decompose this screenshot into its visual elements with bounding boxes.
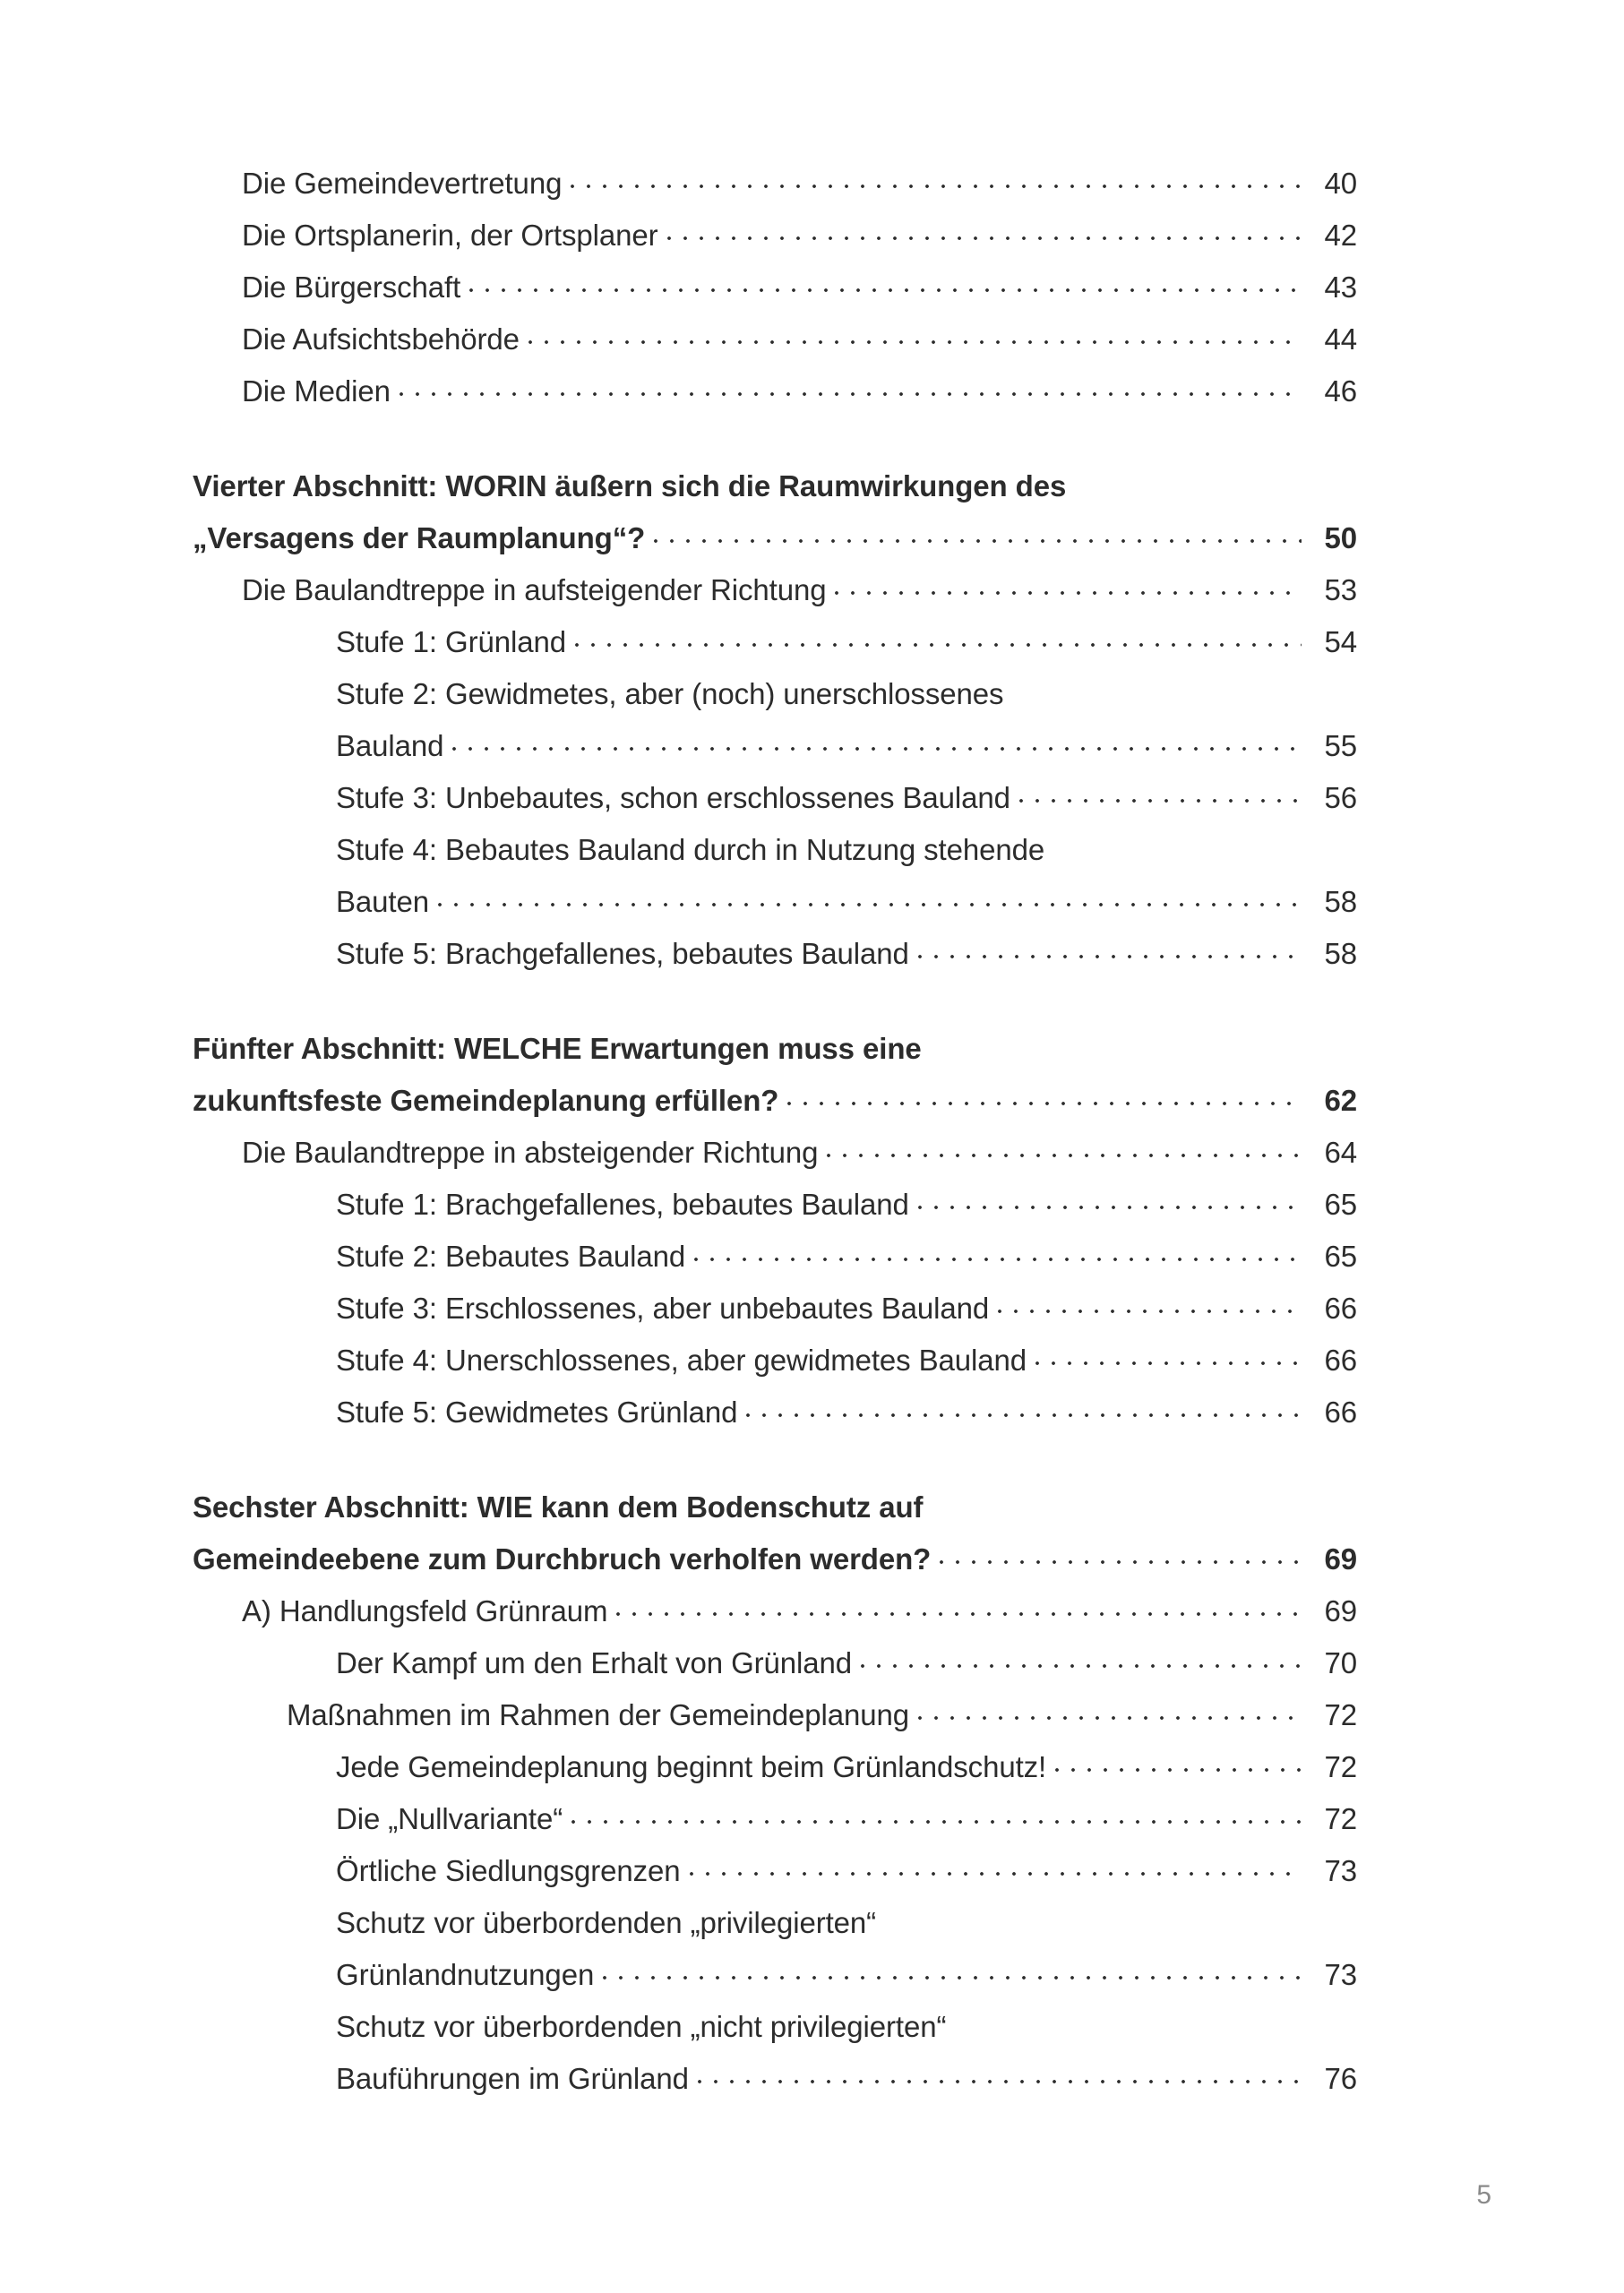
toc-entry-page-number: 42	[1324, 219, 1357, 252]
toc-entry-label: Stufe 2: Gewidmetes, aber (noch) unerschlossenes	[336, 677, 1004, 710]
toc-dot-leader	[438, 882, 1302, 912]
toc-entry-page-number: 76	[1324, 2062, 1357, 2095]
toc-entry[interactable]	[193, 1845, 1357, 1897]
toc-dot-leader	[1019, 778, 1302, 808]
toc-entry-label: Bauführungen im Grünland	[336, 2062, 689, 2095]
toc-entry[interactable]	[193, 1335, 1357, 1387]
toc-entry-label: Stufe 1: Brachgefallenes, bebautes Bauland	[336, 1188, 909, 1221]
toc-entry-label: Stufe 2: Bebautes Bauland	[336, 1240, 686, 1273]
toc-entry-label: Gemeindeebene zum Durchbruch verholfen werden?	[193, 1542, 932, 1576]
toc-dot-leader	[654, 519, 1302, 548]
toc-dot-leader	[575, 623, 1302, 652]
toc-entry-page-number: 72	[1324, 1698, 1357, 1731]
toc-entry-page-number: 56	[1324, 781, 1357, 814]
page-folio-number: 5	[1476, 2180, 1491, 2210]
toc-entry[interactable]	[193, 564, 1357, 616]
toc-entry[interactable]	[193, 1481, 1357, 1533]
toc-entry-label: Die Medien	[242, 374, 391, 408]
toc-entry-page-number: 54	[1324, 625, 1357, 658]
toc-entry-page-number: 62	[1324, 1084, 1357, 1117]
toc-entry-page-number: 73	[1324, 1854, 1357, 1887]
toc-entry-page-number: 69	[1324, 1594, 1357, 1627]
toc-entry[interactable]	[193, 1533, 1357, 1585]
toc-dot-leader	[400, 372, 1302, 401]
toc-entry-label: Die „Nullvariante“	[336, 1802, 563, 1835]
toc-entry-label: Stufe 3: Erschlossenes, aber unbebautes Bauland	[336, 1292, 990, 1325]
toc-entry[interactable]	[193, 158, 1357, 210]
toc-entry-page-number: 64	[1324, 1136, 1357, 1169]
toc-entry[interactable]	[193, 1897, 1357, 1949]
toc-dot-leader	[690, 1851, 1302, 1881]
toc-dot-leader	[746, 1393, 1302, 1422]
toc-dot-leader	[940, 1540, 1302, 1569]
toc-dot-leader	[528, 320, 1302, 349]
section-spacer	[193, 980, 1357, 1023]
toc-entry-label: Stufe 5: Gewidmetes Grünland	[336, 1396, 738, 1429]
toc-dot-leader	[787, 1081, 1302, 1111]
toc-entry-label: Maßnahmen im Rahmen der Gemeindeplanung	[287, 1698, 909, 1731]
toc-entry[interactable]	[193, 1793, 1357, 1845]
toc-entry[interactable]	[193, 1741, 1357, 1793]
toc-entry-page-number: 69	[1324, 1542, 1357, 1576]
toc-entry-label: Schutz vor überbordenden „nicht privilegierten“	[336, 2010, 947, 2043]
toc-entry-page-number: 66	[1324, 1344, 1357, 1377]
toc-dot-leader	[571, 1799, 1302, 1829]
toc-entry[interactable]	[193, 1689, 1357, 1741]
toc-entry[interactable]	[193, 210, 1357, 262]
toc-dot-leader	[918, 934, 1302, 964]
toc-entry-page-number: 44	[1324, 322, 1357, 356]
toc-entry[interactable]	[193, 313, 1357, 365]
toc-dot-leader	[931, 1029, 1302, 1059]
toc-entry-page-number: 66	[1324, 1292, 1357, 1325]
toc-entry[interactable]	[193, 1387, 1357, 1438]
toc-entry[interactable]	[193, 876, 1357, 928]
toc-entry-label: Stufe 4: Bebautes Bauland durch in Nutzung stehende	[336, 833, 1045, 866]
toc-entry[interactable]	[193, 1023, 1357, 1075]
toc-entry-label: Die Baulandtreppe in absteigender Richtung	[242, 1136, 819, 1169]
toc-dot-leader	[616, 1592, 1302, 1621]
toc-entry-label: Bauland	[336, 729, 444, 762]
toc-entry-page-number: 43	[1324, 271, 1357, 304]
toc-entry-label: Die Gemeindevertretung	[242, 167, 563, 200]
toc-entry[interactable]	[193, 1075, 1357, 1127]
toc-entry-label: zukunftsfeste Gemeindeplanung erfüllen?	[193, 1084, 779, 1117]
toc-dot-leader	[667, 216, 1302, 245]
toc-dot-leader	[955, 2007, 1302, 2037]
toc-entry[interactable]	[193, 720, 1357, 772]
toc-entry[interactable]	[193, 2001, 1357, 2053]
toc-entry-page-number: 46	[1324, 374, 1357, 408]
toc-entry[interactable]	[193, 1283, 1357, 1335]
toc-entry-label: Die Bürgerschaft	[242, 271, 461, 304]
toc-dot-leader	[1012, 674, 1302, 704]
toc-entry-page-number: 65	[1324, 1240, 1357, 1273]
toc-entry[interactable]	[193, 2053, 1357, 2105]
toc-entry-label: Die Baulandtreppe in aufsteigender Richtung	[242, 573, 827, 606]
toc-entry[interactable]	[193, 824, 1357, 876]
toc-dot-leader	[861, 1644, 1302, 1673]
toc-dot-leader	[1053, 830, 1302, 860]
toc-entry-label: Bauten	[336, 885, 429, 918]
toc-entry-label: Der Kampf um den Erhalt von Grünland	[336, 1646, 853, 1679]
section-spacer	[193, 1438, 1357, 1481]
toc-dot-leader	[698, 2059, 1302, 2089]
toc-dot-leader	[827, 1133, 1302, 1163]
toc-entry[interactable]	[193, 1637, 1357, 1689]
toc-entry[interactable]	[193, 1585, 1357, 1637]
toc-entry-label: Vierter Abschnitt: WORIN äußern sich die Raumwirkungen des	[193, 469, 1067, 502]
toc-entry-page-number: 66	[1324, 1396, 1357, 1429]
toc-dot-leader	[835, 571, 1302, 600]
toc-entry[interactable]	[193, 928, 1357, 980]
toc-entry-label: Grünlandnutzungen	[336, 1958, 595, 1991]
toc-dot-leader	[694, 1237, 1302, 1267]
toc-entry-label: Stufe 5: Brachgefallenes, bebautes Bauland	[336, 937, 909, 970]
toc-dot-leader	[1075, 467, 1302, 496]
toc-dot-leader	[469, 268, 1302, 297]
toc-entry[interactable]	[193, 616, 1357, 668]
toc-entry-label: Stufe 4: Unerschlossenes, aber gewidmetes Bauland	[336, 1344, 1027, 1377]
toc-entry-label: Örtliche Siedlungsgrenzen	[336, 1854, 681, 1887]
section-spacer	[193, 417, 1357, 460]
toc-entry-label: Die Aufsichtsbehörde	[242, 322, 520, 356]
toc-entry-label: Stufe 3: Unbebautes, schon erschlossenes Bauland	[336, 781, 1010, 814]
toc-entry-label: Schutz vor überbordenden „privilegierten“	[336, 1906, 877, 1939]
toc-entry-page-number: 70	[1324, 1646, 1357, 1679]
toc-entry[interactable]	[193, 668, 1357, 720]
toc-entry[interactable]	[193, 1949, 1357, 2001]
toc-entry-label: Fünfter Abschnitt: WELCHE Erwartungen muss eine	[193, 1032, 922, 1065]
toc-dot-leader	[885, 1903, 1302, 1933]
toc-dot-leader	[918, 1696, 1302, 1725]
table-of-contents	[193, 158, 1357, 2105]
toc-entry-page-number: 65	[1324, 1188, 1357, 1221]
toc-entry-page-number: 58	[1324, 937, 1357, 970]
toc-entry[interactable]	[193, 1179, 1357, 1231]
toc-dot-leader	[998, 1289, 1302, 1318]
toc-dot-leader	[1055, 1748, 1302, 1777]
toc-entry-page-number: 72	[1324, 1750, 1357, 1783]
toc-entry[interactable]	[193, 1231, 1357, 1283]
toc-entry-label: Jede Gemeindeplanung beginnt beim Grünlandschutz!	[336, 1750, 1047, 1783]
toc-entry-page-number: 40	[1324, 167, 1357, 200]
toc-dot-leader	[932, 1488, 1302, 1517]
toc-dot-leader	[1035, 1341, 1302, 1370]
toc-entry-page-number: 53	[1324, 573, 1357, 606]
toc-entry[interactable]	[193, 262, 1357, 313]
toc-entry[interactable]	[193, 460, 1357, 512]
toc-entry-label: „Versagens der Raumplanung“?	[193, 521, 646, 554]
toc-entry-page-number: 72	[1324, 1802, 1357, 1835]
toc-entry-page-number: 50	[1324, 521, 1357, 554]
toc-entry-page-number: 58	[1324, 885, 1357, 918]
toc-entry-label: Die Ortsplanerin, der Ortsplaner	[242, 219, 658, 252]
toc-entry[interactable]	[193, 1127, 1357, 1179]
toc-entry[interactable]	[193, 512, 1357, 564]
toc-entry-label: Sechster Abschnitt: WIE kann dem Bodenschutz auf	[193, 1490, 924, 1524]
toc-dot-leader	[571, 164, 1302, 193]
toc-entry-label: A) Handlungsfeld Grünraum	[242, 1594, 608, 1627]
toc-entry[interactable]	[193, 365, 1357, 417]
toc-dot-leader	[918, 1185, 1302, 1215]
toc-entry-page-number: 55	[1324, 729, 1357, 762]
toc-entry-label: Stufe 1: Grünland	[336, 625, 566, 658]
toc-dot-leader	[603, 1955, 1302, 1985]
toc-entry[interactable]	[193, 772, 1357, 824]
toc-dot-leader	[452, 726, 1302, 756]
toc-entry-page-number: 73	[1324, 1958, 1357, 1991]
